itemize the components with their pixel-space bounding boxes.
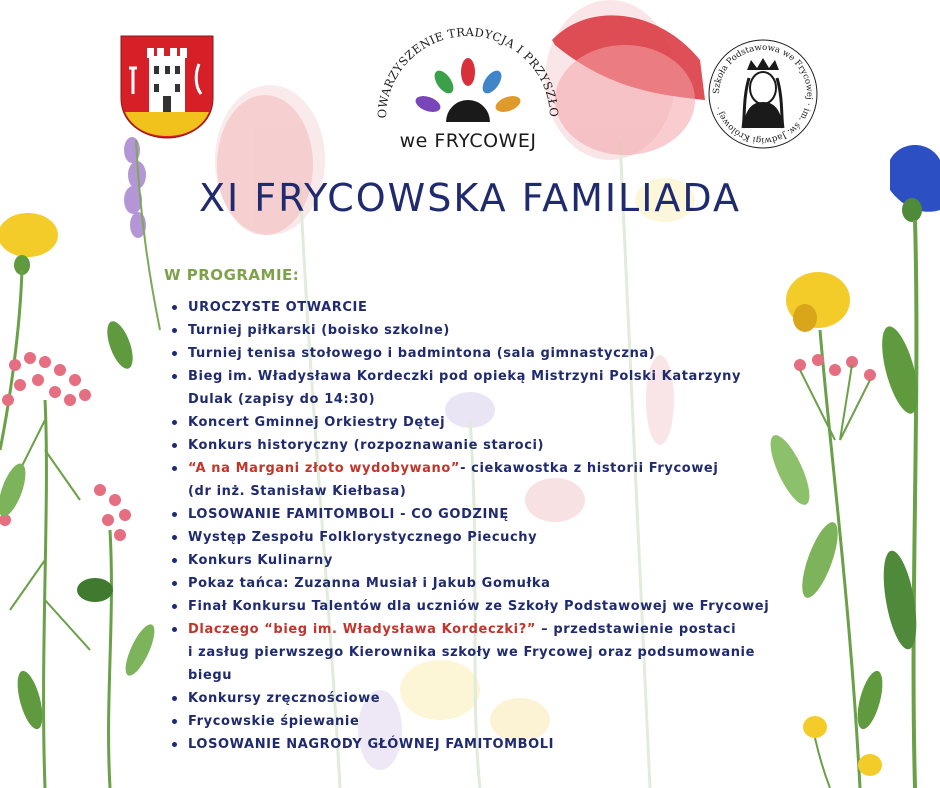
- coat-of-arms-icon: [119, 34, 215, 140]
- program-item-text: Frycowskie śpiewanie: [188, 714, 360, 729]
- program-item-highlight: “A na Margani złoto wydobywano”: [188, 461, 461, 476]
- program-item: [172, 572, 782, 595]
- bullet-icon: [172, 558, 177, 563]
- program-item: [172, 365, 782, 411]
- program-item: [172, 296, 782, 319]
- program-item: [172, 733, 782, 756]
- bullet-icon: [172, 719, 177, 724]
- program-item: [172, 457, 782, 503]
- program-item-text: Turniej piłkarski (boisko szkolne): [188, 323, 450, 338]
- program-item: [172, 319, 782, 342]
- program-item-text-continued: Dulak (zapisy do 14:30): [188, 392, 376, 407]
- program-item-text: Turniej tenisa stołowego i badmintona (sala gimnastyczna): [188, 346, 656, 361]
- association-location: we FRYCOWEJ: [399, 130, 537, 152]
- program-item-text: Występ Zespołu Folklorystycznego Piecuchy: [188, 530, 538, 545]
- bullet-icon: [172, 604, 177, 609]
- program-item-text: Pokaz tańca: Zuzanna Musiał i Jakub Gomułka: [188, 576, 551, 591]
- school-ring-text: Szkoła Podstawowa we Frycowej · im. św. Jadwigi Królowej ·: [711, 42, 815, 146]
- program-list: [172, 296, 782, 756]
- bullet-icon: [172, 742, 177, 747]
- program-item-text: Konkurs historyczny (rozpoznawanie staroci): [188, 438, 545, 453]
- program-heading: W PROGRAMIE:: [164, 266, 300, 284]
- bullet-icon: [172, 627, 177, 632]
- association-arc-text: OWARZYSZENIE TRADYCJA I PRZYSZŁO: [374, 24, 562, 119]
- bullet-icon: [172, 512, 177, 517]
- event-title: XI FRYCOWSKA FAMILIADA: [198, 176, 742, 220]
- bullet-icon: [172, 351, 177, 356]
- school-seal-icon: [707, 38, 819, 150]
- association-logo: [368, 22, 568, 162]
- program-item-text-continued: (dr inż. Stanisław Kiełbasa): [188, 484, 407, 499]
- program-item: [172, 503, 782, 526]
- bullet-icon: [172, 696, 177, 701]
- program-item: [172, 526, 782, 549]
- program-item-text: Bieg im. Władysława Kordeczki pod opieką Mistrzyni Polski Katarzyny: [188, 369, 742, 384]
- program-item: [172, 687, 782, 710]
- program-item: [172, 710, 782, 733]
- program-item-text: Konkursy zręcznościowe: [188, 691, 381, 706]
- program-item-text-continued: biegu: [188, 668, 233, 683]
- program-item: [172, 411, 782, 434]
- program-item-text: – przedstawienie postaci: [536, 622, 737, 637]
- bullet-icon: [172, 420, 177, 425]
- bullet-icon: [172, 305, 177, 310]
- program-item: [172, 595, 782, 618]
- program-item: [172, 342, 782, 365]
- program-item-text: Finał Konkursu Talentów dla uczniów ze Szkoły Podstawowej we Frycowej: [188, 599, 770, 614]
- program-item: [172, 434, 782, 457]
- program-item-highlight: Dlaczego “bieg im. Władysława Kordeczki?”: [188, 622, 537, 637]
- bullet-icon: [172, 328, 177, 333]
- bullet-icon: [172, 535, 177, 540]
- bullet-icon: [172, 374, 177, 379]
- bullet-icon: [172, 466, 177, 471]
- program-item-text: LOSOWANIE NAGRODY GŁÓWNEJ FAMITOMBOLI: [188, 737, 555, 752]
- bullet-icon: [172, 581, 177, 586]
- bullet-icon: [172, 443, 177, 448]
- program-item-text: UROCZYSTE OTWARCIE: [188, 300, 368, 315]
- program-item-text: LOSOWANIE FAMITOMBOLI - CO GODZINĘ: [188, 507, 509, 522]
- program-item-text: - ciekawostka z historii Frycowej: [460, 461, 719, 476]
- program-item: [172, 618, 782, 687]
- association-emblem-icon: [368, 22, 568, 132]
- program-item-text-continued: i zasług pierwszego Kierownika szkoły we Frycowej oraz podsumowanie: [188, 645, 756, 660]
- program-item-text: Konkurs Kulinarny: [188, 553, 333, 568]
- program-item-text: Koncert Gminnej Orkiestry Dętej: [188, 415, 446, 430]
- program-item: [172, 549, 782, 572]
